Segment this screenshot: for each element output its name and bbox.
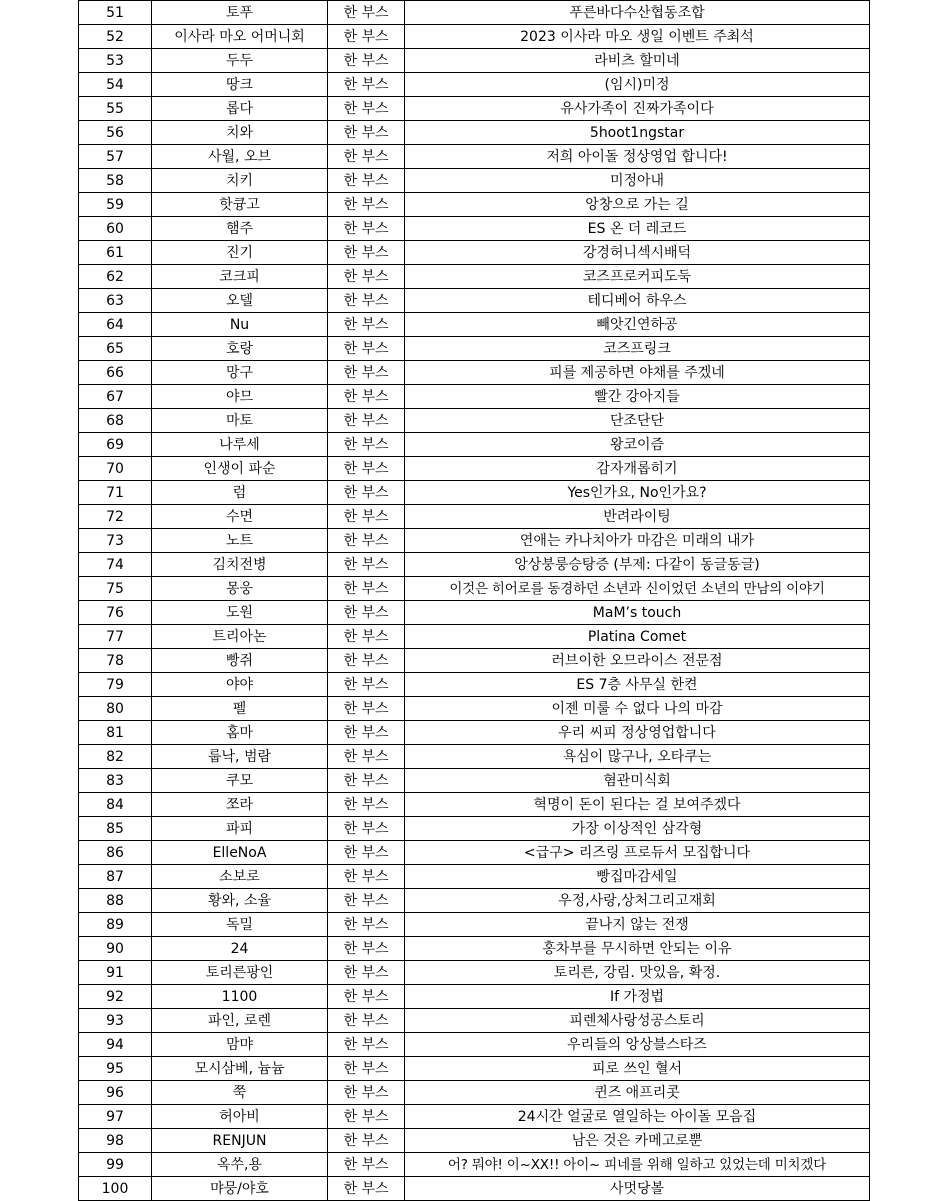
booth-title-cell: 24시간 얼굴로 열일하는 아이돌 모음집 [405,1105,870,1129]
row-number-cell: 64 [79,313,152,337]
booth-title-cell: 왕코이즘 [405,433,870,457]
booth-title-cell: 이것은 히어로를 동경하던 소년과 신이었던 소년의 만남의 이야기 [405,577,870,601]
booth-size-cell: 한 부스 [328,1009,405,1033]
participant-name-cell: 파인, 로렌 [152,1009,328,1033]
table-row [79,385,870,409]
table-row [79,241,870,265]
booth-title-cell: 피를 제공하면 야채를 주겠네 [405,361,870,385]
participant-name-cell: 코크피 [152,265,328,289]
table-row [79,337,870,361]
row-number-cell: 96 [79,1081,152,1105]
row-number-cell: 69 [79,433,152,457]
row-number-cell: 68 [79,409,152,433]
participant-name-cell: 파피 [152,817,328,841]
row-number-cell: 53 [79,49,152,73]
booth-size-cell: 한 부스 [328,1105,405,1129]
participant-name-cell: 두두 [152,49,328,73]
row-number-cell: 70 [79,457,152,481]
booth-title-cell: 우정,사랑,상처그리고재회 [405,889,870,913]
participant-name-cell: 24 [152,937,328,961]
table-row [79,649,870,673]
participant-name-cell: 망구 [152,361,328,385]
booth-size-cell: 한 부스 [328,313,405,337]
booth-title-cell: 테디베어 하우스 [405,289,870,313]
booth-title-cell: 피렌체사랑성공스토리 [405,1009,870,1033]
table-row [79,697,870,721]
booth-title-cell: 혁명이 돈이 된다는 걸 보여주겠다 [405,793,870,817]
participant-name-cell: 이사라 마오 어머니회 [152,25,328,49]
booth-size-cell: 한 부스 [328,193,405,217]
booth-title-cell: 빨간 강아지들 [405,385,870,409]
row-number-cell: 86 [79,841,152,865]
row-number-cell: 93 [79,1009,152,1033]
booth-title-cell: 가장 이상적인 삼각형 [405,817,870,841]
table-row [79,1057,870,1081]
row-number-cell: 94 [79,1033,152,1057]
row-number-cell: 58 [79,169,152,193]
booth-title-cell: MaM’s touch [405,601,870,625]
table-row [79,577,870,601]
table-row [79,529,870,553]
row-number-cell: 80 [79,697,152,721]
row-number-cell: 74 [79,553,152,577]
booth-title-cell: 코즈프로커피도둑 [405,265,870,289]
booth-size-cell: 한 부스 [328,409,405,433]
table-row [79,265,870,289]
booth-table [78,0,870,1201]
row-number-cell: 97 [79,1105,152,1129]
table-row [79,1033,870,1057]
booth-title-cell: If 가정법 [405,985,870,1009]
participant-name-cell: 햄주 [152,217,328,241]
row-number-cell: 81 [79,721,152,745]
row-number-cell: 71 [79,481,152,505]
table-row [79,97,870,121]
booth-size-cell: 한 부스 [328,481,405,505]
booth-title-cell: 남은 것은 카메고로뿐 [405,1129,870,1153]
participant-name-cell: 수면 [152,505,328,529]
booth-title-cell: 미정아내 [405,169,870,193]
booth-size-cell: 한 부스 [328,817,405,841]
table-row [79,505,870,529]
booth-size-cell: 한 부스 [328,49,405,73]
row-number-cell: 61 [79,241,152,265]
row-number-cell: 98 [79,1129,152,1153]
table-row [79,217,870,241]
booth-size-cell: 한 부스 [328,145,405,169]
booth-title-cell: 끝나지 않는 전쟁 [405,913,870,937]
booth-size-cell: 한 부스 [328,553,405,577]
booth-size-cell: 한 부스 [328,865,405,889]
row-number-cell: 51 [79,1,152,25]
table-row [79,25,870,49]
booth-title-cell: Yes인가요, No인가요? [405,481,870,505]
participant-name-cell: 호랑 [152,337,328,361]
booth-title-cell: 이젠 미룰 수 없다 나의 마감 [405,697,870,721]
participant-name-cell: 오델 [152,289,328,313]
table-row [79,913,870,937]
row-number-cell: 100 [79,1177,152,1201]
row-number-cell: 82 [79,745,152,769]
participant-name-cell: 토리른팡인 [152,961,328,985]
table-row [79,769,870,793]
booth-size-cell: 한 부스 [328,433,405,457]
booth-size-cell: 한 부스 [328,25,405,49]
booth-size-cell: 한 부스 [328,721,405,745]
booth-size-cell: 한 부스 [328,673,405,697]
participant-name-cell: 펠 [152,697,328,721]
booth-title-cell: 저희 아이돌 정상영업 합니다! [405,145,870,169]
participant-name-cell: 치키 [152,169,328,193]
table-row [79,169,870,193]
table-row [79,433,870,457]
row-number-cell: 59 [79,193,152,217]
table-row [79,73,870,97]
table-row [79,1153,870,1177]
booth-title-cell: 퀸즈 애프리콧 [405,1081,870,1105]
participant-name-cell: 인생이 파순 [152,457,328,481]
booth-title-cell: 앙상붕룽승탕증 (부제: 다같이 동글동글) [405,553,870,577]
table-row [79,313,870,337]
booth-title-cell: Platina Comet [405,625,870,649]
booth-size-cell: 한 부스 [328,241,405,265]
booth-title-cell: 토리른, 강림. 맛있음, 확정. [405,961,870,985]
booth-title-cell: (임시)미정 [405,73,870,97]
table-row [79,409,870,433]
participant-name-cell: 핫큥고 [152,193,328,217]
participant-name-cell: 토푸 [152,1,328,25]
booth-size-cell: 한 부스 [328,937,405,961]
row-number-cell: 73 [79,529,152,553]
row-number-cell: 99 [79,1153,152,1177]
table-row [79,841,870,865]
table-row [79,889,870,913]
booth-size-cell: 한 부스 [328,385,405,409]
booth-table-body [79,1,870,1201]
booth-title-cell: 단조단단 [405,409,870,433]
booth-size-cell: 한 부스 [328,793,405,817]
participant-name-cell: 마토 [152,409,328,433]
booth-size-cell: 한 부스 [328,1057,405,1081]
booth-title-cell: 사멋당볼 [405,1177,870,1201]
booth-title-cell: 혐관미식회 [405,769,870,793]
participant-name-cell: 독밀 [152,913,328,937]
row-number-cell: 52 [79,25,152,49]
participant-name-cell: 룹낙, 범람 [152,745,328,769]
participant-name-cell: ElleNoA [152,841,328,865]
table-row [79,625,870,649]
participant-name-cell: RENJUN [152,1129,328,1153]
booth-size-cell: 한 부스 [328,985,405,1009]
booth-title-cell: ES 7층 사무실 한켠 [405,673,870,697]
row-number-cell: 55 [79,97,152,121]
participant-name-cell: 황와, 소율 [152,889,328,913]
table-row [79,361,870,385]
row-number-cell: 88 [79,889,152,913]
row-number-cell: 57 [79,145,152,169]
row-number-cell: 78 [79,649,152,673]
table-row [79,745,870,769]
row-number-cell: 77 [79,625,152,649]
row-number-cell: 92 [79,985,152,1009]
table-row [79,961,870,985]
row-number-cell: 62 [79,265,152,289]
booth-title-cell: 푸른바다수산협동조합 [405,1,870,25]
table-row [79,121,870,145]
row-number-cell: 87 [79,865,152,889]
booth-size-cell: 한 부스 [328,217,405,241]
booth-title-cell: <급구> 리즈링 프로듀서 모집합니다 [405,841,870,865]
table-row [79,817,870,841]
row-number-cell: 56 [79,121,152,145]
row-number-cell: 89 [79,913,152,937]
row-number-cell: 76 [79,601,152,625]
booth-title-cell: 2023 이사라 마오 생일 이벤트 주최석 [405,25,870,49]
booth-title-cell: 피로 쓰인 혈서 [405,1057,870,1081]
table-row [79,1177,870,1201]
participant-name-cell: 김치전병 [152,553,328,577]
table-row [79,937,870,961]
table-row [79,793,870,817]
participant-name-cell: 1100 [152,985,328,1009]
participant-name-cell: 홈마 [152,721,328,745]
booth-title-cell: 반려라이팅 [405,505,870,529]
booth-size-cell: 한 부스 [328,265,405,289]
booth-size-cell: 한 부스 [328,169,405,193]
participant-name-cell: 모시삼베, 늄늄 [152,1057,328,1081]
booth-title-cell: 빵집마감세일 [405,865,870,889]
participant-name-cell: 도원 [152,601,328,625]
table-row [79,1105,870,1129]
booth-size-cell: 한 부스 [328,769,405,793]
table-row [79,49,870,73]
booth-title-cell: 유사가족이 진짜가족이다 [405,97,870,121]
booth-size-cell: 한 부스 [328,97,405,121]
participant-name-cell: 나루세 [152,433,328,457]
table-row [79,985,870,1009]
row-number-cell: 79 [79,673,152,697]
booth-size-cell: 한 부스 [328,577,405,601]
booth-size-cell: 한 부스 [328,529,405,553]
booth-size-cell: 한 부스 [328,1081,405,1105]
booth-size-cell: 한 부스 [328,961,405,985]
booth-title-cell: 5hoot1ngstar [405,121,870,145]
participant-name-cell: 롭다 [152,97,328,121]
booth-title-cell: 앙창으로 가는 길 [405,193,870,217]
participant-name-cell: 빵쥐 [152,649,328,673]
participant-name-cell: 진기 [152,241,328,265]
table-row [79,553,870,577]
row-number-cell: 54 [79,73,152,97]
booth-title-cell: 우리 씨피 정상영업합니다 [405,721,870,745]
participant-name-cell: 소보로 [152,865,328,889]
booth-title-cell: 라비츠 할미네 [405,49,870,73]
row-number-cell: 91 [79,961,152,985]
row-number-cell: 75 [79,577,152,601]
participant-name-cell: 쿠모 [152,769,328,793]
row-number-cell: 63 [79,289,152,313]
booth-title-cell: 욕심이 많구나, 오타쿠는 [405,745,870,769]
booth-size-cell: 한 부스 [328,361,405,385]
participant-name-cell: 야야 [152,673,328,697]
booth-size-cell: 한 부스 [328,1177,405,1201]
booth-size-cell: 한 부스 [328,337,405,361]
booth-size-cell: 한 부스 [328,1033,405,1057]
participant-name-cell: 맘먀 [152,1033,328,1057]
participant-name-cell: Nu [152,313,328,337]
table-row [79,481,870,505]
table-row [79,673,870,697]
participant-name-cell: 노트 [152,529,328,553]
participant-name-cell: 야므 [152,385,328,409]
booth-title-cell: 홍차부를 무시하면 안되는 이유 [405,937,870,961]
booth-title-cell: 감자개롭히기 [405,457,870,481]
booth-size-cell: 한 부스 [328,649,405,673]
participant-name-cell: 땅크 [152,73,328,97]
booth-size-cell: 한 부스 [328,73,405,97]
row-number-cell: 85 [79,817,152,841]
booth-title-cell: 러브이한 오므라이스 전문점 [405,649,870,673]
table-row [79,865,870,889]
booth-size-cell: 한 부스 [328,697,405,721]
participant-name-cell: 옥쑤,용 [152,1153,328,1177]
table-row [79,1129,870,1153]
row-number-cell: 83 [79,769,152,793]
booth-size-cell: 한 부스 [328,601,405,625]
booth-title-cell: ES 온 더 레코드 [405,217,870,241]
booth-size-cell: 한 부스 [328,1153,405,1177]
booth-title-cell: 우리들의 앙상블스타즈 [405,1033,870,1057]
participant-name-cell: 치와 [152,121,328,145]
participant-name-cell: 쭉 [152,1081,328,1105]
table-row [79,457,870,481]
table-row [79,289,870,313]
table-row [79,1,870,25]
booth-size-cell: 한 부스 [328,1129,405,1153]
participant-name-cell: 몽웅 [152,577,328,601]
table-row [79,721,870,745]
participant-name-cell: 쪼라 [152,793,328,817]
table-row [79,1081,870,1105]
participant-name-cell: 트리아논 [152,625,328,649]
table-row [79,601,870,625]
booth-title-cell: 코즈프링크 [405,337,870,361]
booth-size-cell: 한 부스 [328,121,405,145]
booth-size-cell: 한 부스 [328,505,405,529]
booth-size-cell: 한 부스 [328,1,405,25]
table-row [79,1009,870,1033]
row-number-cell: 95 [79,1057,152,1081]
booth-title-cell: 빼앗긴연하공 [405,313,870,337]
row-number-cell: 90 [79,937,152,961]
booth-size-cell: 한 부스 [328,289,405,313]
table-row [79,193,870,217]
booth-size-cell: 한 부스 [328,457,405,481]
booth-title-cell: 어? 뭐야! 이~XX!! 아이~ 피네를 위해 일하고 있었는데 미치겠다 [405,1153,870,1177]
participant-name-cell: 먀뭉/야호 [152,1177,328,1201]
row-number-cell: 66 [79,361,152,385]
row-number-cell: 67 [79,385,152,409]
booth-size-cell: 한 부스 [328,745,405,769]
booth-title-cell: 강경허니섹시배덕 [405,241,870,265]
booth-size-cell: 한 부스 [328,841,405,865]
table-row [79,145,870,169]
booth-title-cell: 연애는 카나치아가 마감은 미래의 내가 [405,529,870,553]
row-number-cell: 60 [79,217,152,241]
participant-name-cell: 사월, 오브 [152,145,328,169]
participant-name-cell: 허아비 [152,1105,328,1129]
booth-size-cell: 한 부스 [328,913,405,937]
booth-size-cell: 한 부스 [328,889,405,913]
row-number-cell: 65 [79,337,152,361]
booth-size-cell: 한 부스 [328,625,405,649]
participant-name-cell: 럼 [152,481,328,505]
row-number-cell: 72 [79,505,152,529]
row-number-cell: 84 [79,793,152,817]
